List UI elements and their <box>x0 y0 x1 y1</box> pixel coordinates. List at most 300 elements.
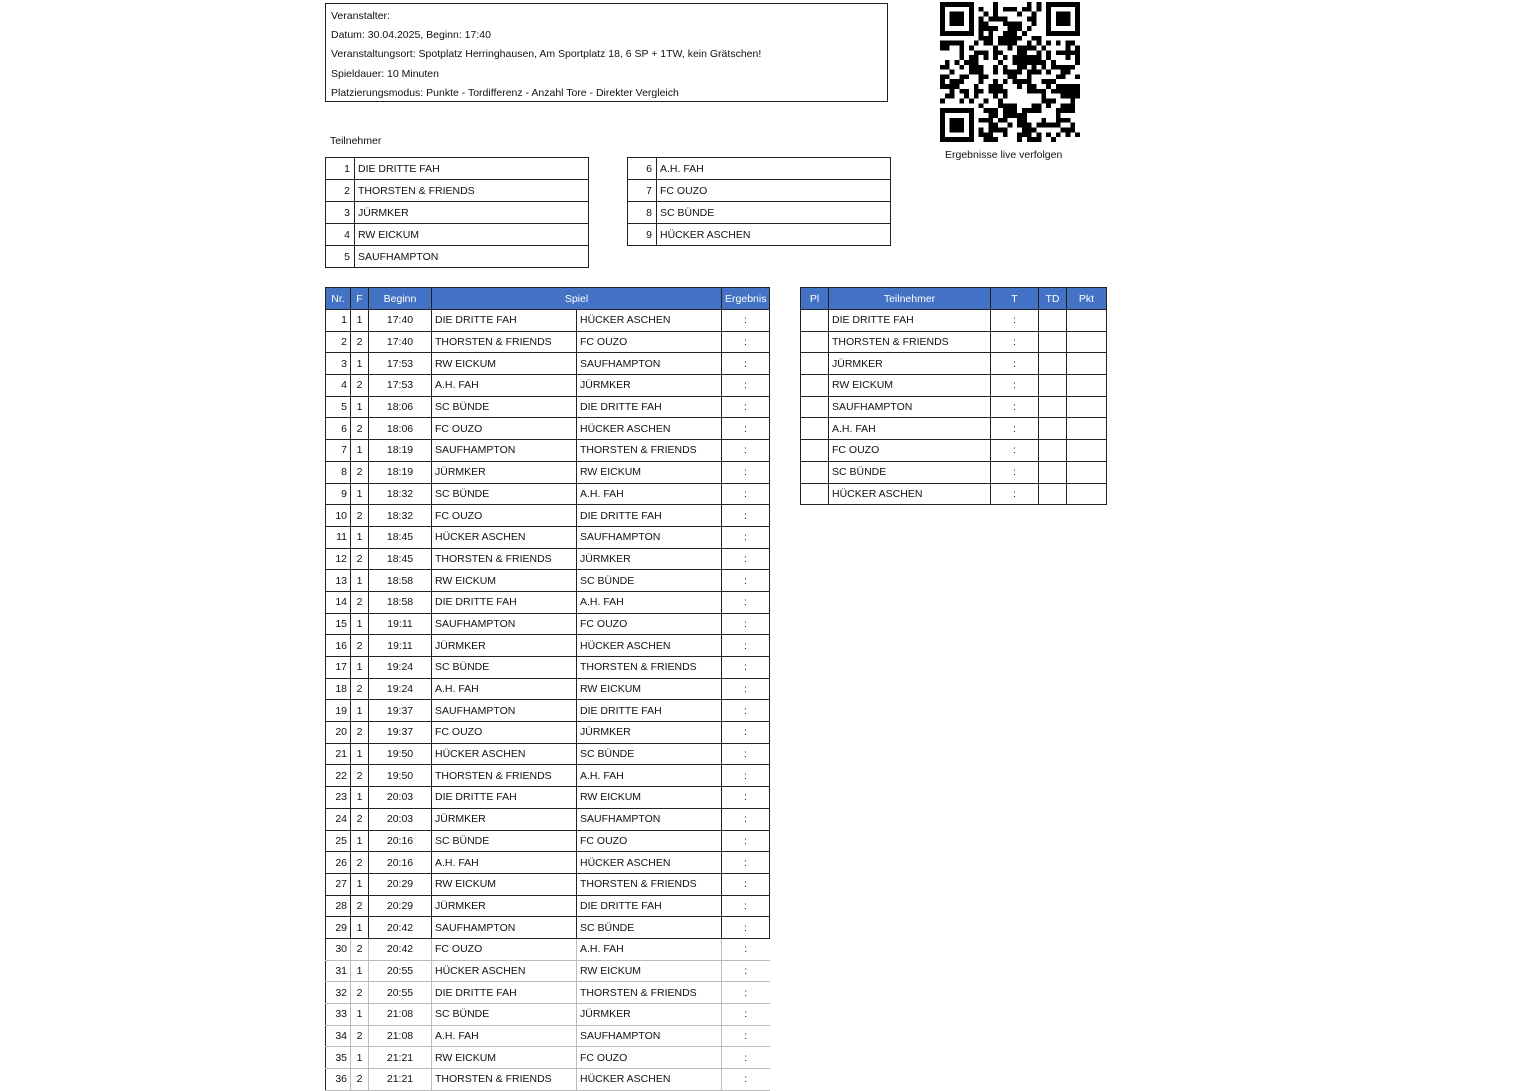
match-home-team: SAUFHAMPTON <box>432 613 577 635</box>
match-time: 20:03 <box>369 787 432 809</box>
match-number: 6 <box>326 418 351 440</box>
participant-number: 2 <box>326 180 355 202</box>
participant-row <box>628 224 891 246</box>
match-field: 1 <box>351 483 369 505</box>
ranking-team: SC BÜNDE <box>829 461 991 483</box>
match-number: 24 <box>326 808 351 830</box>
match-number: 3 <box>326 353 351 375</box>
match-number: 34 <box>326 1025 351 1047</box>
match-time: 20:42 <box>369 938 432 960</box>
match-away-team: SAUFHAMPTON <box>577 526 722 548</box>
participant-number: 6 <box>628 158 657 180</box>
ranking-points <box>1067 483 1107 505</box>
match-result[interactable]: : <box>722 331 770 353</box>
match-result[interactable]: : <box>722 613 770 635</box>
match-result[interactable]: : <box>722 548 770 570</box>
match-home-team: RW EICKUM <box>432 1047 577 1069</box>
ranking-table <box>800 287 1107 505</box>
match-result[interactable]: : <box>722 960 770 982</box>
ranking-points <box>1067 461 1107 483</box>
match-number: 9 <box>326 483 351 505</box>
ranking-points <box>1067 331 1107 353</box>
match-away-team: SC BÜNDE <box>577 917 722 939</box>
match-away-team: HÜCKER ASCHEN <box>577 418 722 440</box>
match-home-team: JÜRMKER <box>432 808 577 830</box>
match-result[interactable]: : <box>722 700 770 722</box>
match-field: 1 <box>351 440 369 462</box>
match-field: 1 <box>351 960 369 982</box>
match-row <box>326 700 770 722</box>
match-home-team: RW EICKUM <box>432 353 577 375</box>
match-row <box>326 852 770 874</box>
match-home-team: JÜRMKER <box>432 635 577 657</box>
participant-name: JÜRMKER <box>355 202 589 224</box>
match-number: 25 <box>326 830 351 852</box>
match-number: 8 <box>326 461 351 483</box>
ranking-points <box>1067 418 1107 440</box>
match-row <box>326 938 770 960</box>
qr-code[interactable] <box>940 2 1080 142</box>
match-row <box>326 917 770 939</box>
match-home-team: HÜCKER ASCHEN <box>432 743 577 765</box>
match-result[interactable]: : <box>722 982 770 1004</box>
match-row <box>326 483 770 505</box>
participant-row <box>326 224 589 246</box>
ranking-mode-line: Platzierungsmodus: Punkte - Tordifferenz - Anzahl Tore - Direkter Vergleich <box>331 86 679 99</box>
match-away-team: FC OUZO <box>577 331 722 353</box>
match-number: 10 <box>326 505 351 527</box>
participant-row <box>326 158 589 180</box>
match-result[interactable]: : <box>722 396 770 418</box>
ranking-place <box>801 440 829 462</box>
match-row <box>326 830 770 852</box>
match-away-team: HÜCKER ASCHEN <box>577 1069 722 1091</box>
match-number: 35 <box>326 1047 351 1069</box>
participant-row <box>326 246 589 268</box>
match-time: 20:55 <box>369 982 432 1004</box>
ranking-goals: : <box>991 396 1039 418</box>
match-away-team: RW EICKUM <box>577 960 722 982</box>
match-row <box>326 310 770 332</box>
ranking-row <box>801 375 1107 397</box>
match-home-team: HÜCKER ASCHEN <box>432 960 577 982</box>
match-row <box>326 1004 770 1026</box>
match-time: 20:03 <box>369 808 432 830</box>
ranking-row <box>801 331 1107 353</box>
match-number: 15 <box>326 613 351 635</box>
participants-table-right <box>627 157 891 246</box>
match-result[interactable]: : <box>722 1069 770 1091</box>
match-away-team: DIE DRITTE FAH <box>577 396 722 418</box>
match-home-team: RW EICKUM <box>432 570 577 592</box>
match-time: 17:53 <box>369 375 432 397</box>
participant-name: FC OUZO <box>657 180 891 202</box>
match-result[interactable]: : <box>722 830 770 852</box>
match-result[interactable]: : <box>722 917 770 939</box>
match-time: 18:06 <box>369 396 432 418</box>
ranking-row <box>801 310 1107 332</box>
match-time: 19:11 <box>369 613 432 635</box>
ranking-goal-diff <box>1039 353 1067 375</box>
match-number: 17 <box>326 657 351 679</box>
match-number: 11 <box>326 526 351 548</box>
match-number: 12 <box>326 548 351 570</box>
match-time: 20:29 <box>369 895 432 917</box>
match-time: 21:21 <box>369 1069 432 1091</box>
match-time: 20:29 <box>369 873 432 895</box>
match-row <box>326 396 770 418</box>
match-home-team: SAUFHAMPTON <box>432 440 577 462</box>
match-away-team: THORSTEN & FRIENDS <box>577 657 722 679</box>
match-result[interactable]: : <box>722 635 770 657</box>
ranking-points <box>1067 440 1107 462</box>
match-time: 18:45 <box>369 548 432 570</box>
participant-row <box>326 202 589 224</box>
match-time: 20:16 <box>369 852 432 874</box>
match-number: 19 <box>326 700 351 722</box>
match-away-team: JÜRMKER <box>577 1004 722 1026</box>
match-away-team: THORSTEN & FRIENDS <box>577 982 722 1004</box>
match-field: 2 <box>351 852 369 874</box>
participant-number: 3 <box>326 202 355 224</box>
participant-number: 7 <box>628 180 657 202</box>
match-row <box>326 895 770 917</box>
match-away-team: THORSTEN & FRIENDS <box>577 873 722 895</box>
match-home-team: A.H. FAH <box>432 1025 577 1047</box>
ranking-team: FC OUZO <box>829 440 991 462</box>
match-number: 23 <box>326 787 351 809</box>
match-result[interactable]: : <box>722 808 770 830</box>
participant-number: 1 <box>326 158 355 180</box>
ranking-team: SAUFHAMPTON <box>829 396 991 418</box>
match-result[interactable]: : <box>722 1004 770 1026</box>
duration-line: Spieldauer: 10 Minuten <box>331 67 439 80</box>
participant-number: 4 <box>326 224 355 246</box>
participant-name: DIE DRITTE FAH <box>355 158 589 180</box>
match-away-team: HÜCKER ASCHEN <box>577 310 722 332</box>
match-field: 2 <box>351 375 369 397</box>
ranking-points <box>1067 375 1107 397</box>
col-result: Ergebnis <box>722 288 770 310</box>
match-home-team: A.H. FAH <box>432 375 577 397</box>
match-number: 1 <box>326 310 351 332</box>
match-row <box>326 353 770 375</box>
match-time: 21:08 <box>369 1004 432 1026</box>
match-number: 32 <box>326 982 351 1004</box>
col-goal-diff: TD <box>1039 288 1067 310</box>
match-row <box>326 635 770 657</box>
match-home-team: THORSTEN & FRIENDS <box>432 548 577 570</box>
match-time: 17:40 <box>369 331 432 353</box>
match-row <box>326 570 770 592</box>
match-away-team: DIE DRITTE FAH <box>577 895 722 917</box>
qr-caption: Ergebnisse live verfolgen <box>945 149 1063 161</box>
match-result[interactable]: : <box>722 526 770 548</box>
match-field: 2 <box>351 331 369 353</box>
qr-code-icon <box>940 2 1080 142</box>
ranking-place <box>801 331 829 353</box>
match-field: 1 <box>351 353 369 375</box>
match-number: 14 <box>326 591 351 613</box>
ranking-team: A.H. FAH <box>829 418 991 440</box>
match-result[interactable]: : <box>722 375 770 397</box>
match-row <box>326 418 770 440</box>
match-result[interactable]: : <box>722 743 770 765</box>
match-away-team: JÜRMKER <box>577 722 722 744</box>
match-time: 17:53 <box>369 353 432 375</box>
match-time: 18:19 <box>369 461 432 483</box>
match-number: 20 <box>326 722 351 744</box>
match-away-team: SAUFHAMPTON <box>577 1025 722 1047</box>
participant-name: SAUFHAMPTON <box>355 246 589 268</box>
match-row <box>326 591 770 613</box>
match-row <box>326 678 770 700</box>
match-away-team: FC OUZO <box>577 613 722 635</box>
match-home-team: A.H. FAH <box>432 852 577 874</box>
match-result[interactable]: : <box>722 678 770 700</box>
match-result[interactable]: : <box>722 591 770 613</box>
ranking-place <box>801 418 829 440</box>
match-home-team: SC BÜNDE <box>432 657 577 679</box>
ranking-row <box>801 483 1107 505</box>
match-result[interactable]: : <box>722 440 770 462</box>
match-field: 1 <box>351 657 369 679</box>
col-points: Pkt <box>1067 288 1107 310</box>
match-field: 2 <box>351 982 369 1004</box>
match-time: 18:06 <box>369 418 432 440</box>
ranking-place <box>801 483 829 505</box>
match-field: 2 <box>351 418 369 440</box>
match-row <box>326 787 770 809</box>
match-result[interactable]: : <box>722 1047 770 1069</box>
participants-table-left <box>325 157 589 268</box>
match-result[interactable]: : <box>722 765 770 787</box>
match-field: 2 <box>351 808 369 830</box>
match-number: 13 <box>326 570 351 592</box>
ranking-goal-diff <box>1039 396 1067 418</box>
match-away-team: SC BÜNDE <box>577 743 722 765</box>
match-row <box>326 960 770 982</box>
match-field: 1 <box>351 787 369 809</box>
match-result[interactable]: : <box>722 310 770 332</box>
ranking-header <box>801 288 1107 310</box>
match-time: 17:40 <box>369 310 432 332</box>
match-result[interactable]: : <box>722 1025 770 1047</box>
match-row <box>326 526 770 548</box>
match-time: 20:55 <box>369 960 432 982</box>
match-result[interactable]: : <box>722 418 770 440</box>
match-number: 16 <box>326 635 351 657</box>
match-home-team: FC OUZO <box>432 938 577 960</box>
match-home-team: DIE DRITTE FAH <box>432 787 577 809</box>
match-home-team: A.H. FAH <box>432 678 577 700</box>
match-field: 1 <box>351 613 369 635</box>
match-time: 19:50 <box>369 743 432 765</box>
match-number: 29 <box>326 917 351 939</box>
match-away-team: A.H. FAH <box>577 591 722 613</box>
match-away-team: A.H. FAH <box>577 765 722 787</box>
match-number: 22 <box>326 765 351 787</box>
ranking-points <box>1067 353 1107 375</box>
match-away-team: FC OUZO <box>577 1047 722 1069</box>
match-row <box>326 765 770 787</box>
participant-number: 8 <box>628 202 657 224</box>
match-field: 1 <box>351 743 369 765</box>
match-field: 2 <box>351 461 369 483</box>
match-home-team: THORSTEN & FRIENDS <box>432 765 577 787</box>
match-away-team: A.H. FAH <box>577 938 722 960</box>
participant-number: 5 <box>326 246 355 268</box>
participant-row <box>628 158 891 180</box>
ranking-goals: : <box>991 353 1039 375</box>
match-result[interactable]: : <box>722 938 770 960</box>
match-home-team: RW EICKUM <box>432 873 577 895</box>
match-time: 21:21 <box>369 1047 432 1069</box>
match-field: 1 <box>351 873 369 895</box>
match-home-team: DIE DRITTE FAH <box>432 982 577 1004</box>
organizer-line: Veranstalter: <box>331 10 390 22</box>
schedule-header <box>326 288 770 310</box>
match-number: 28 <box>326 895 351 917</box>
match-away-team: DIE DRITTE FAH <box>577 505 722 527</box>
match-away-team: JÜRMKER <box>577 375 722 397</box>
match-row <box>326 440 770 462</box>
match-number: 33 <box>326 1004 351 1026</box>
match-home-team: SC BÜNDE <box>432 1004 577 1026</box>
participant-name: RW EICKUM <box>355 224 589 246</box>
ranking-goal-diff <box>1039 461 1067 483</box>
ranking-team: HÜCKER ASCHEN <box>829 483 991 505</box>
participants-label: Teilnehmer <box>330 135 382 147</box>
col-start: Beginn <box>369 288 432 310</box>
match-time: 18:19 <box>369 440 432 462</box>
ranking-points <box>1067 310 1107 332</box>
match-field: 2 <box>351 591 369 613</box>
match-row <box>326 1025 770 1047</box>
match-time: 19:37 <box>369 722 432 744</box>
match-result[interactable]: : <box>722 570 770 592</box>
ranking-goal-diff <box>1039 483 1067 505</box>
ranking-row <box>801 418 1107 440</box>
participant-name: HÜCKER ASCHEN <box>657 224 891 246</box>
ranking-goal-diff <box>1039 440 1067 462</box>
ranking-goal-diff <box>1039 375 1067 397</box>
match-number: 30 <box>326 938 351 960</box>
match-number: 26 <box>326 852 351 874</box>
match-row <box>326 375 770 397</box>
match-field: 2 <box>351 548 369 570</box>
match-field: 1 <box>351 526 369 548</box>
venue-line: Veranstaltungsort: Spotplatz Herringhausen, Am Sportplatz 18, 6 SP + 1TW, kein Grätschen! <box>331 48 762 61</box>
match-field: 2 <box>351 938 369 960</box>
match-result[interactable]: : <box>722 353 770 375</box>
match-home-team: FC OUZO <box>432 722 577 744</box>
ranking-team: JÜRMKER <box>829 353 991 375</box>
match-away-team: HÜCKER ASCHEN <box>577 635 722 657</box>
match-result[interactable]: : <box>722 852 770 874</box>
match-number: 31 <box>326 960 351 982</box>
match-away-team: RW EICKUM <box>577 461 722 483</box>
match-field: 2 <box>351 895 369 917</box>
match-home-team: JÜRMKER <box>432 895 577 917</box>
match-row <box>326 982 770 1004</box>
match-result[interactable]: : <box>722 505 770 527</box>
match-home-team: FC OUZO <box>432 505 577 527</box>
col-nr: Nr. <box>326 288 351 310</box>
match-field: 1 <box>351 310 369 332</box>
match-field: 1 <box>351 1004 369 1026</box>
match-away-team: RW EICKUM <box>577 787 722 809</box>
match-time: 19:11 <box>369 635 432 657</box>
match-time: 21:08 <box>369 1025 432 1047</box>
match-result[interactable]: : <box>722 483 770 505</box>
match-number: 7 <box>326 440 351 462</box>
match-field: 1 <box>351 700 369 722</box>
match-home-team: SC BÜNDE <box>432 830 577 852</box>
match-number: 36 <box>326 1069 351 1091</box>
ranking-goals: : <box>991 331 1039 353</box>
match-time: 20:42 <box>369 917 432 939</box>
match-row <box>326 461 770 483</box>
match-number: 18 <box>326 678 351 700</box>
match-time: 19:37 <box>369 700 432 722</box>
ranking-row <box>801 396 1107 418</box>
match-home-team: HÜCKER ASCHEN <box>432 526 577 548</box>
participant-name: SC BÜNDE <box>657 202 891 224</box>
match-field: 2 <box>351 722 369 744</box>
col-field: F <box>351 288 369 310</box>
ranking-row <box>801 353 1107 375</box>
ranking-goal-diff <box>1039 331 1067 353</box>
match-result[interactable]: : <box>722 657 770 679</box>
match-result[interactable]: : <box>722 461 770 483</box>
match-result[interactable]: : <box>722 722 770 744</box>
match-home-team: SC BÜNDE <box>432 396 577 418</box>
col-team: Teilnehmer <box>829 288 991 310</box>
ranking-team: THORSTEN & FRIENDS <box>829 331 991 353</box>
match-result[interactable]: : <box>722 787 770 809</box>
match-away-team: SAUFHAMPTON <box>577 808 722 830</box>
match-home-team: DIE DRITTE FAH <box>432 591 577 613</box>
match-time: 18:58 <box>369 570 432 592</box>
col-goals: T <box>991 288 1039 310</box>
match-away-team: FC OUZO <box>577 830 722 852</box>
match-home-team: THORSTEN & FRIENDS <box>432 1069 577 1091</box>
match-home-team: SC BÜNDE <box>432 483 577 505</box>
match-field: 1 <box>351 396 369 418</box>
ranking-team: RW EICKUM <box>829 375 991 397</box>
match-result[interactable]: : <box>722 895 770 917</box>
col-match: Spiel <box>432 288 722 310</box>
match-result[interactable]: : <box>722 873 770 895</box>
participant-row <box>326 180 589 202</box>
match-away-team: HÜCKER ASCHEN <box>577 852 722 874</box>
match-row <box>326 505 770 527</box>
match-away-team: RW EICKUM <box>577 678 722 700</box>
match-field: 2 <box>351 635 369 657</box>
event-info-box <box>325 3 888 102</box>
match-time: 18:58 <box>369 591 432 613</box>
ranking-place <box>801 310 829 332</box>
match-away-team: DIE DRITTE FAH <box>577 700 722 722</box>
ranking-goal-diff <box>1039 310 1067 332</box>
ranking-goals: : <box>991 461 1039 483</box>
match-row <box>326 548 770 570</box>
match-away-team: JÜRMKER <box>577 548 722 570</box>
match-number: 27 <box>326 873 351 895</box>
ranking-goals: : <box>991 483 1039 505</box>
col-place: Pl <box>801 288 829 310</box>
